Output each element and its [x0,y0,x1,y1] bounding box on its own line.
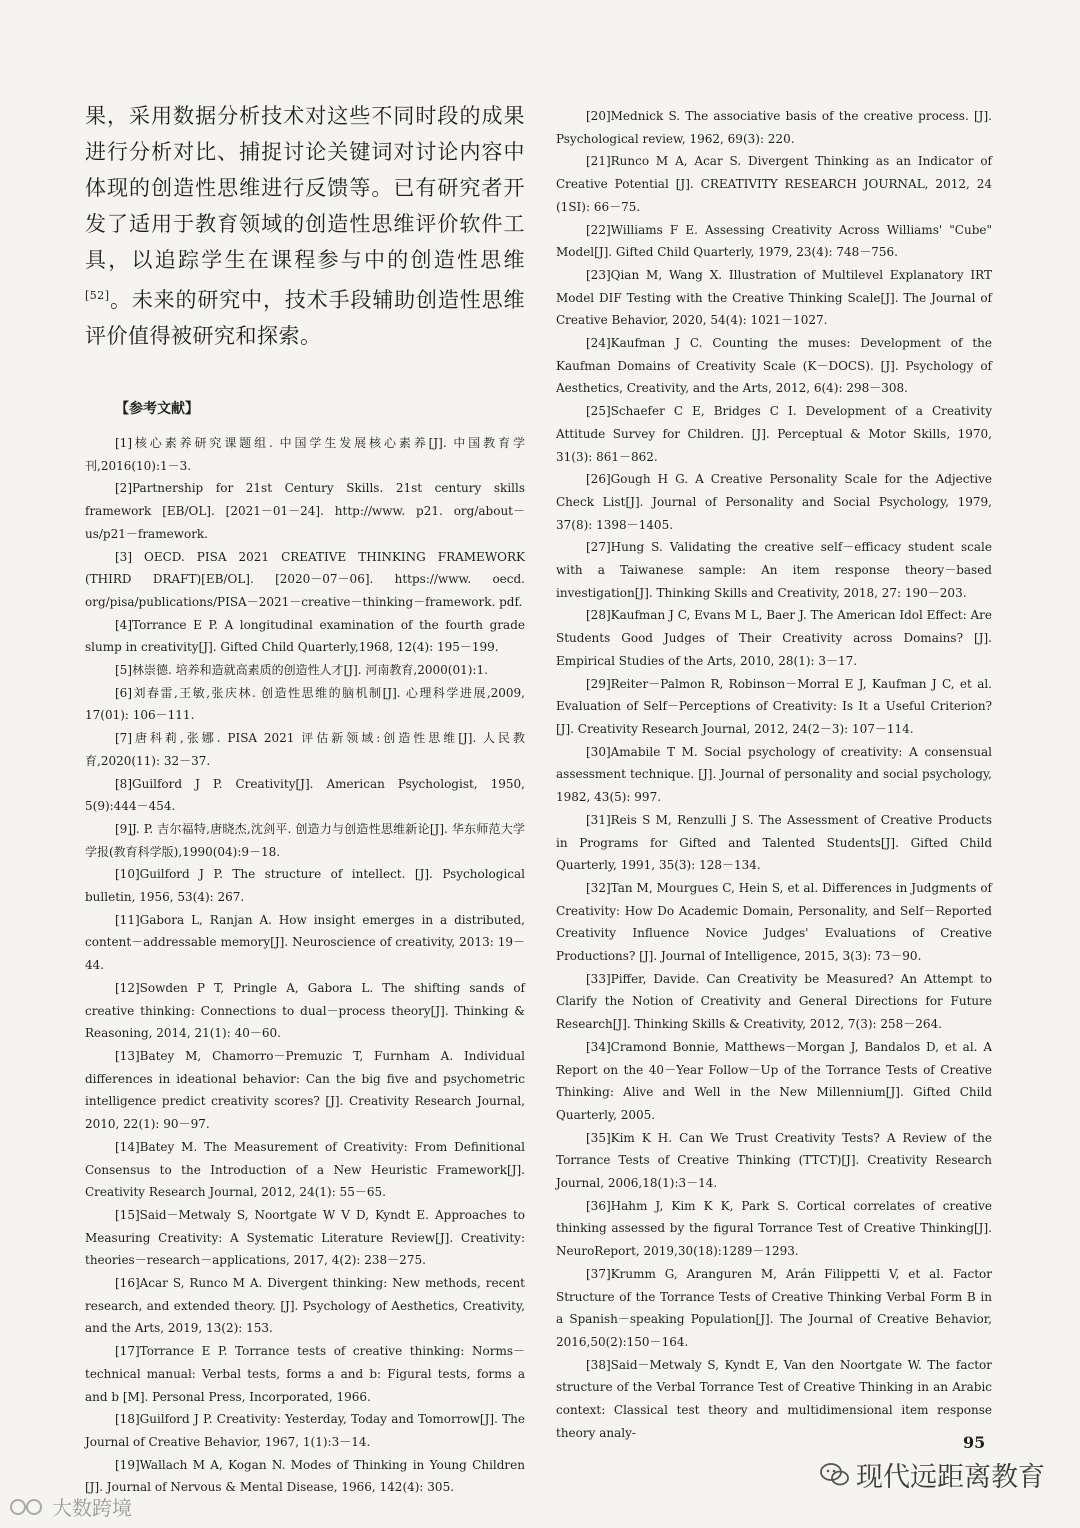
reference-item: [12]Sowden P T, Pringle A, Gabora L. The shifting sands of creative thinking: Connections to dual－process theory[J]. Thinking & Reasoning, 2014, 21(1): 40－60. [85,980,525,1041]
reference-item: [28]Kaufman J C, Evans M L, Baer J. The American Idol Effect: Are Students Good Judges of Their Creativity across Domains? [J]. Empirical Studies of the Arts, 2010, 28(1): 3－17. [556,608,992,668]
left-column [85,98,525,1499]
right-column [556,105,992,1444]
reference-item: [15]Said－Metwaly S, Noortgate W V D, Kyndt E. Approaches to Measuring Creativity: A Systematic Literature Review[J]. Creativity: theories－research－applications, 2017, 4(2): 238－275. [85,1207,525,1268]
reference-item: [9]J. P. 吉尔福特,唐晓杰,沈剑平. 创造力与创造性思维新论[J]. 华东师范大学学报(教育科学版),1990(04):9－18. [85,821,525,859]
intro-text: 果，采用数据分析技术对这些不同时段的成果进行分析对比、捕捉讨论关键词对讨论内容中体现的创造性思维进行反馈等。已有研究者开发了适用于教育领域的创造性思维评价软件工具，以追踪学生在课程参与中的创造性思维 [85,104,525,272]
reference-item: [5]林崇德. 培养和造就高素质的创造性人才[J]. 河南教育,2000(01):1. [115,663,488,678]
reference-item: [36]Hahm J, Kim K K, Park S. Cortical correlates of creative thinking assessed by the figural Torrance Test of Creative Thinking[J]. NeuroReport, 2019,30(18):1289－1293. [556,1198,992,1259]
reference-item: [16]Acar S, Runco M A. Divergent thinking: New methods, recent research, and extended theory. [J]. Psychology of Aesthetics, Creativity, and the Arts, 2019, 13(2): 153. [85,1276,525,1336]
reference-item: [30]Amabile T M. Social psychology of creativity: A consensual assessment technique. [J]. Journal of personality and social psychology, 1982, 43(5): 997. [556,744,992,805]
reference-item: [7]唐科莉,张娜. PISA 2021 评估新领域:创造性思维[J]. 人民教育,2020(11): 32－37. [85,731,525,768]
reference-item: [31]Reis S M, Renzulli J S. The Assessment of Creative Products in Programs for Gifted and Talented Students[J]. Gifted Child Quarterly, 1991, 35(3): 128－134. [556,812,992,873]
reference-item: [8]Guilford J P. Creativity[J]. American Psychologist, 1950, 5(9):444－454. [85,776,525,814]
wechat-icon [820,1462,850,1488]
reference-item: [4]Torrance E P. A longitudinal examination of the fourth grade slump in creativity[J]. Gifted Child Quarterly,1968, 12(4): 195－199. [85,617,525,655]
source-logo-icon [8,1496,48,1518]
reference-item: [32]Tan M, Mourgues C, Hein S, et al. Differences in Judgments of Creativity: How Do Academic Domain, Personality, and Self－Reported Creativity Influence Novice Judges' Evaluations of Creative Productions? [J]. Journal of Intelligence, 2015, 3(3): 73－90. [556,880,992,964]
intro-paragraph [85,98,525,354]
reference-item: [24]Kaufman J C. Counting the muses: Development of the Kaufman Domains of Creativity Scale (K－DOCS). [J]. Psychology of Aesthetics, Creativity, and the Arts, 2012, 6(4): 298－308. [556,336,992,396]
references-heading: 【参考文献】 [115,401,199,417]
page-number: 95 [963,1433,986,1452]
reference-item: [26]Gough H G. A Creative Personality Scale for the Adjective Check List[J]. Journal of Personality and Social Psychology, 1979, 37(8): 1398－1405. [556,472,992,532]
reference-item: [35]Kim K H. Can We Trust Creativity Tests? A Review of the Torrance Tests of Creative Thinking (TTCT)[J]. Creativity Research Journal, 2006,18(1):3－14. [556,1130,992,1191]
reference-item: [23]Qian M, Wang X. Illustration of Multilevel Explanatory IRT Model DIF Testing with the Creative Thinking Scale[J]. The Journal of Creative Behavior, 2020, 54(4): 1021－1027. [556,267,992,328]
reference-item: [18]Guilford J P. Creativity: Yesterday, Today and Tomorrow[J]. The Journal of Creative Behavior, 1967, 1(1):3－14. [85,1412,525,1449]
intro-tail: 。未来的研究中，技术手段辅助创造性思维评价值得被研究和探索。 [85,288,525,348]
reference-item: [22]Williams F E. Assessing Creativity Across Williams' "Cube" Model[J]. Gifted Child Quarterly, 1979, 23(4): 748－756. [556,222,992,260]
reference-item: [2]Partnership for 21st Century Skills. 21st century skills framework [EB/OL]. [2021－01－24]. http://www. p21. org/about－us/p21－framework. [85,481,525,541]
intro-citation: [52] [85,289,110,302]
reference-item: [6]刘春雷,王敏,张庆林. 创造性思维的脑机制[J]. 心理科学进展,2009, 17(01): 106－111. [85,685,525,723]
reference-item: [21]Runco M A, Acar S. Divergent Thinking as an Indicator of Creative Potential [J]. CREATIVITY RESEARCH JOURNAL, 2012, 24 (1SI): 66－75. [556,154,992,214]
references-list-right [556,105,992,1444]
reference-item: [17]Torrance E P. Torrance tests of creative thinking: Norms－technical manual: Verbal tests, forms a and b: Figural tests, forms a and b [M]. Personal Press, Incorporated, 1966. [85,1344,525,1404]
reference-item: [1]核心素养研究课题组. 中国学生发展核心素养[J]. 中国教育学刊,2016(10):1－3. [85,436,525,473]
reference-item: [33]Piffer, Davide. Can Creativity be Measured? An Attempt to Clarify the Notion of Creativity and General Directions for Future Research[J]. Thinking Skills & Creativity, 2012, 7(3): 258－264. [556,971,992,1032]
reference-item: [38]Said－Metwaly S, Kyndt E, Van den Noortgate W. The factor structure of the Verbal Torrance Test of Creative Thinking in an Arabic context: Classical test theory and multidimensional item response theory analy- [556,1357,992,1440]
reference-item: [29]Reiter－Palmon R, Robinson－Morral E J, Kaufman J C, et al. Evaluation of Self－Perceptions of Creativity: Is It a Useful Criterion? [J]. Creativity Research Journal, 2012, 24(2－3): 107－114. [556,676,992,736]
reference-item: [3] OECD. PISA 2021 CREATIVE THINKING FRAMEWORK (THIRD DRAFT)[EB/OL]. [2020－07－06]. https://www. oecd. org/pisa/publications/PISA－2021－creative－thinking－framework. pdf. [85,549,525,609]
watermark-publisher-text: 现代远距离教育 [856,1462,1045,1493]
reference-item: [34]Cramond Bonnie, Matthews－Morgan J, Bandalos D, et al. A Report on the 40－Year Follow－Up of the Torrance Tests of Creative Thinking: Alive and Well in the New Millennium[J]. Gifted Child Quarterly, 2005. [556,1039,992,1122]
reference-item: [27]Hung S. Validating the creative self－efficacy student scale with a Taiwanese sample: An item response theory－based investigation[J]. Thinking Skills and Creativity, 2018, 27: 190－203. [556,540,992,600]
reference-item: [19]Wallach M A, Kogan N. Modes of Thinking in Young Children [J]. Journal of Nervous & Mental Disease, 1966, 142(4): 305. [85,1457,525,1495]
reference-item: [13]Batey M, Chamorro－Premuzic T, Furnham A. Individual differences in ideational behavior: Can the big five and psychometric intelligence predict creativity scores? [J]. Creativity Research Journal, 2010, 22(1): 90－97. [85,1048,525,1132]
reference-item: [20]Mednick S. The associative basis of the creative process. [J]. Psychological review, 1962, 69(3): 220. [556,109,992,146]
reference-item: [25]Schaefer C E, Bridges C I. Development of a Creativity Attitude Survey for Children. [J]. Perceptual & Motor Skills, 1970, 31(3): 861－862. [556,404,992,464]
references-list-left [85,432,525,1499]
watermark-source [8,1492,132,1521]
reference-item: [14]Batey M. The Measurement of Creativity: From Definitional Consensus to the Introduction of a New Heuristic Framework[J]. Creativity Research Journal, 2012, 24(1): 55－65. [85,1139,525,1200]
watermark-source-text: 大数跨境 [52,1496,132,1520]
watermark-publisher [820,1455,1045,1494]
reference-item: [37]Krumm G, Aranguren M, Arán Filippetti V, et al. Factor Structure of the Torrance Tests of Creative Thinking Verbal Form B in a Spanish－speaking Population[J]. The Journal of Creative Behavior, 2016,50(2):150－164. [556,1266,992,1349]
reference-item: [11]Gabora L, Ranjan A. How insight emerges in a distributed, content－addressable memory[J]. Neuroscience of creativity, 2013: 19－44. [85,912,525,973]
reference-item: [10]Guilford J P. The structure of intellect. [J]. Psychological bulletin, 1956, 53(4): 267. [85,867,525,905]
